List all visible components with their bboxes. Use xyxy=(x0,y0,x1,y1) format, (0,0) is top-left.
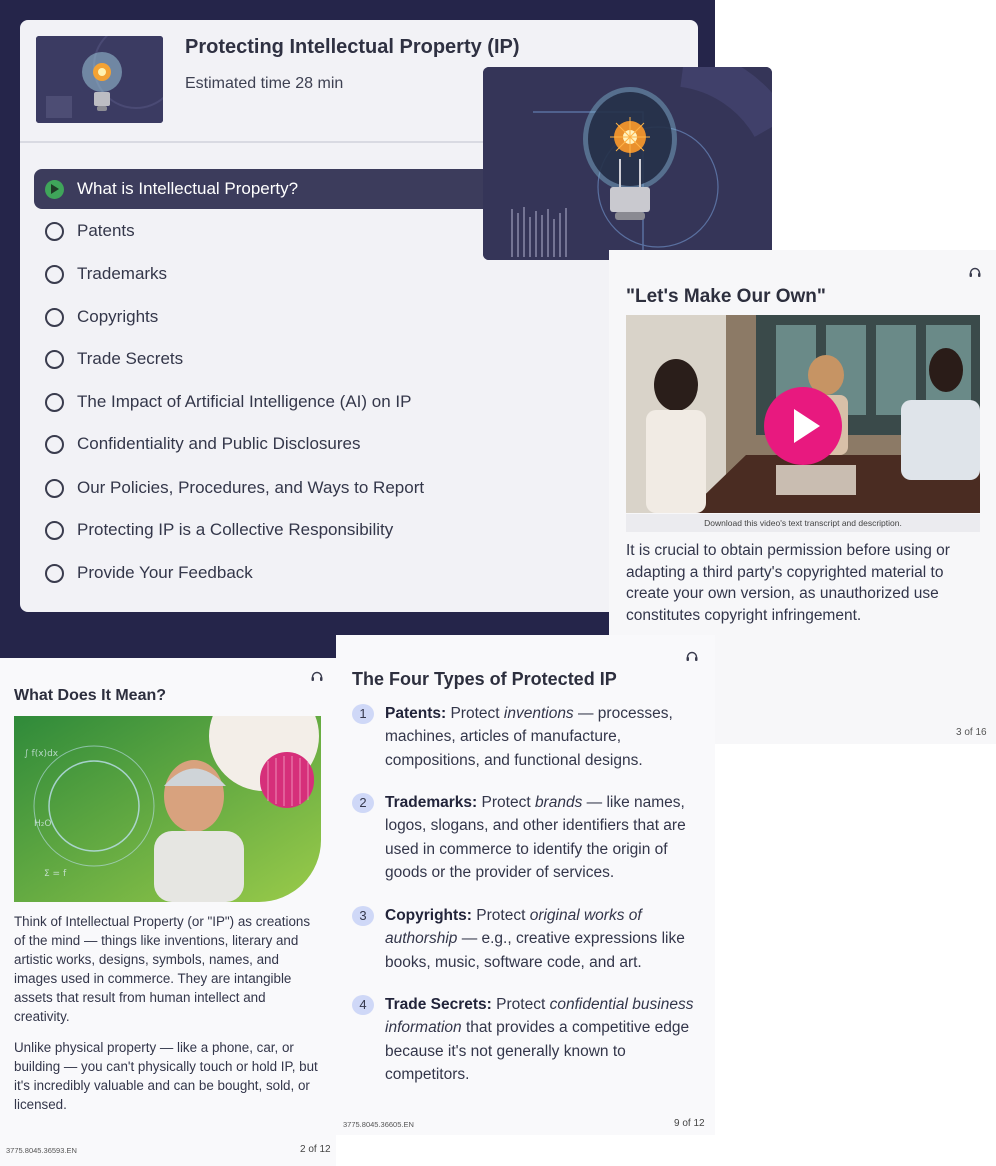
video-description: It is crucial to obtain permission before using or adapting a third party's copyrighted material to create your own version, as unauthorized use constitutes copyright infringement. xyxy=(626,542,950,624)
lead: Protect xyxy=(450,705,500,722)
emphasis: confidential business information xyxy=(385,996,694,1037)
lesson-item-collective-responsibility[interactable] xyxy=(34,510,393,550)
lightbulb-thumbnail-image xyxy=(36,36,163,123)
svg-text:∫ f(x)dx: ∫ f(x)dx xyxy=(24,749,59,759)
radio-circle-icon xyxy=(45,564,64,583)
lesson-item-policies[interactable] xyxy=(34,468,424,508)
lesson-item-confidentiality[interactable] xyxy=(34,424,360,464)
lesson-item-what-is-ip[interactable] xyxy=(34,169,504,209)
lesson-label: Provide Your Feedback xyxy=(77,563,253,582)
svg-text:Σ = f: Σ = f xyxy=(44,869,67,879)
radio-circle-icon xyxy=(45,521,64,540)
lesson-item-feedback[interactable] xyxy=(34,553,253,593)
transcript-download-link[interactable]: Download this video's text transcript and description. xyxy=(626,514,980,532)
lesson-label: The Impact of Artificial Intelligence (AI) on IP xyxy=(77,392,412,411)
lesson-label: What is Intellectual Property? xyxy=(77,179,299,198)
headphones-icon[interactable] xyxy=(969,267,981,277)
term: Trademarks: xyxy=(385,794,478,811)
term: Copyrights: xyxy=(385,907,472,924)
lesson-label: Trade Secrets xyxy=(77,349,184,368)
term: Patents: xyxy=(385,705,447,722)
slide-paragraph: Think of Intellectual Property (or "IP") as creations of the mind — things like inventions, literary and artistic works, designs, symbols, names, and images used in commerce. They are intangible assets that result from human intellect and creativity. xyxy=(14,914,311,1024)
lead: Protect xyxy=(496,996,546,1013)
page-indicator: 2 of 12 xyxy=(300,1144,331,1155)
headphones-icon[interactable] xyxy=(686,651,698,661)
radio-circle-icon xyxy=(45,308,64,327)
number-badge: 2 xyxy=(352,793,374,813)
radio-circle-icon xyxy=(45,479,64,498)
lead: Protect xyxy=(481,794,531,811)
course-thumbnail xyxy=(36,36,163,123)
lesson-item-trade-secrets[interactable] xyxy=(34,339,183,379)
video-thumbnail xyxy=(626,315,980,513)
slide-title: What Does It Mean? xyxy=(14,687,167,704)
emphasis: brands xyxy=(534,794,583,811)
radio-circle-icon xyxy=(45,393,64,412)
lesson-item-ai-impact[interactable] xyxy=(34,382,411,422)
lesson-label: Patents xyxy=(77,221,135,240)
lesson-label: Our Policies, Procedures, and Ways to Report xyxy=(77,478,425,497)
headphones-icon[interactable] xyxy=(311,671,323,681)
description: — e.g., creative expressions like books, music, software code, and art. xyxy=(385,930,685,971)
video-title: "Let's Make Our Own" xyxy=(626,286,826,307)
radio-circle-icon xyxy=(45,265,64,284)
description: — like names, logos, slogans, and other identifiers that are used in commerce to identify the origin of goods or the provider of services. xyxy=(385,794,686,881)
video-player[interactable] xyxy=(626,315,980,513)
slide-title: The Four Types of Protected IP xyxy=(352,669,617,689)
term: Trade Secrets: xyxy=(385,996,492,1013)
description: that provides a competitive edge because it's not generally known to competitors. xyxy=(385,1019,690,1083)
lesson-item-trademarks[interactable] xyxy=(34,254,167,294)
lesson-label: Trademarks xyxy=(77,264,168,283)
number-badge: 1 xyxy=(352,704,374,724)
slide-paragraph: Unlike physical property — like a phone, car, or building — you can't physically touch or hold IP, but it's incredibly valuable and can be bought, sold, or licensed. xyxy=(14,1040,318,1112)
number-badge: 3 xyxy=(352,906,374,926)
thinking-person-image xyxy=(14,716,321,902)
description: — processes, machines, articles of manufacture, compositions, and functional designs. xyxy=(385,705,673,769)
estimated-time: Estimated time 28 min xyxy=(185,75,344,92)
lightbulb-image-card xyxy=(483,67,772,260)
svg-text:H₂O: H₂O xyxy=(34,819,52,829)
radio-circle-icon xyxy=(45,222,64,241)
lesson-item-patents[interactable] xyxy=(34,211,135,251)
emphasis: inventions xyxy=(503,705,574,722)
page-indicator: 9 of 12 xyxy=(674,1118,705,1129)
document-id: 3775.8045.36593.EN xyxy=(6,1146,77,1155)
lead: Protect xyxy=(476,907,526,924)
course-title: Protecting Intellectual Property (IP) xyxy=(185,36,520,58)
number-badge: 4 xyxy=(352,995,374,1015)
play-icon xyxy=(45,180,64,199)
document-id: 3775.8045.36605.EN xyxy=(343,1120,414,1129)
radio-circle-icon xyxy=(45,435,64,454)
lightbulb-image xyxy=(483,67,772,260)
page-indicator: 3 of 16 xyxy=(956,727,987,738)
lesson-label: Protecting IP is a Collective Responsibility xyxy=(77,520,394,539)
lesson-label: Copyrights xyxy=(77,307,159,326)
lesson-label: Confidentiality and Public Disclosures xyxy=(77,434,361,453)
radio-circle-icon xyxy=(45,350,64,369)
lesson-item-copyrights[interactable] xyxy=(34,297,158,337)
emphasis: original works of authorship xyxy=(385,907,642,948)
